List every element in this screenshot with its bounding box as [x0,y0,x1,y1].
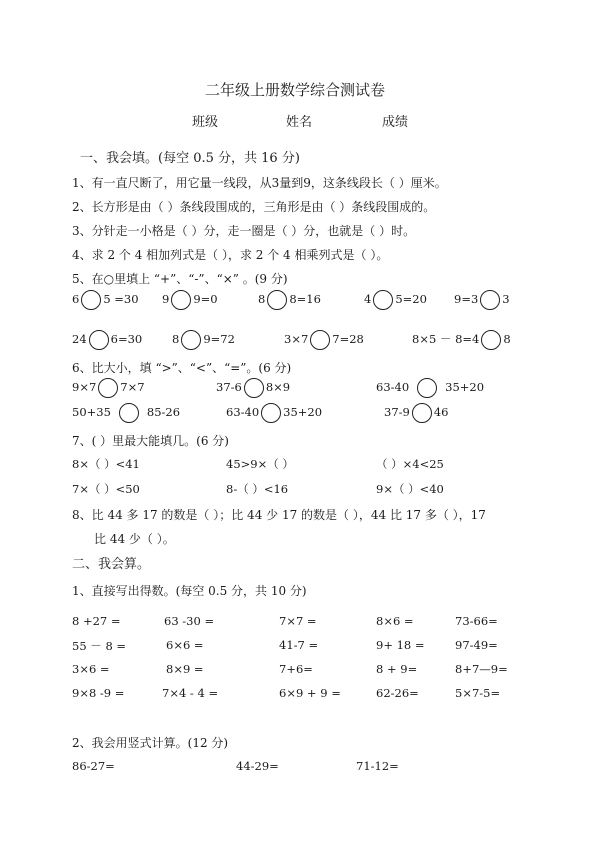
compare-circle[interactable] [244,378,264,398]
score-label: 成绩 [382,115,409,130]
question-line: 8、比 44 多 17 的数是（ ）；比 44 少 17 的数是（ ），44 比 17 多（ ），17 [72,508,486,522]
question-line: 2、长方形是由（ ）条线段围成的，三角形是由（ ）条线段围成的。 [72,200,436,214]
operator-item: 8 8=16 [258,290,321,310]
operator-circle[interactable] [89,330,109,350]
calc-item: 6×6 = [166,638,204,652]
compare-item: 37-6 8×9 [216,378,290,398]
calc-item: 5×7-5= [455,686,501,700]
question-line: 1、直接写出得数。(每空 0.5 分，共 10 分) [72,584,307,598]
calc-item: 41-7 = [279,638,319,652]
calc-item: 8 +27 = [72,614,121,628]
operator-item: 9=3 3 [454,290,510,310]
inequality-item: 7×（ ）<50 [72,482,140,496]
calc-item: 62-26= [376,686,419,700]
operator-circle[interactable] [181,330,201,350]
compare-circle[interactable] [119,403,139,423]
calc-item: 8×9 = [166,662,204,676]
compare-circle[interactable] [261,403,281,423]
vertical-calc-item: 86-27= [72,759,115,773]
compare-circle[interactable] [98,378,118,398]
operator-circle[interactable] [267,290,287,310]
calc-item: 9×8 -9 = [72,686,125,700]
compare-item: 50+35 85-26 [72,403,180,423]
question-line: 6、比大小，填 “>”、“<”、“=”。(6 分) [72,361,292,375]
vertical-calc-item: 71-12= [356,759,399,773]
operator-item: 6 5 =30 [72,290,139,310]
compare-circle[interactable] [417,378,437,398]
compare-circle[interactable] [412,403,432,423]
question-line: 比 44 少（ ）。 [94,532,175,546]
calc-item: 8×6 = [376,614,414,628]
question-line: 1、有一直尺断了，用它量一线段，从3量到9，这条线段长（ ）厘米。 [72,176,447,190]
calc-item: 55 － 8 = [72,639,127,653]
question-line: 7、( ）里最大能填几。(6 分) [72,434,229,448]
question-line: 4、求 2 个 4 相加列式是（ ），求 2 个 4 相乘列式是（ ）。 [72,248,389,262]
calc-item: 97-49= [455,638,498,652]
class-label: 班级 [192,115,219,130]
compare-item: 9×7 7×7 [72,378,145,398]
calc-item: 8+7—9= [455,662,508,676]
inequality-item: 8×（ ）<41 [72,457,140,471]
compare-item: 37-9 46 [384,403,448,423]
section-heading: 二、我会算。 [72,557,151,572]
operator-item: 24 6=30 [72,330,142,350]
calc-item: 7×7 = [279,614,317,628]
inequality-item: （ ）×4<25 [376,457,444,471]
operator-circle[interactable] [81,290,101,310]
calc-item: 73-66= [455,614,498,628]
calc-item: 8 + 9= [376,662,418,676]
page-title: 二年级上册数学综合测试卷 [205,81,386,99]
question-line: 5、在○里填上 “+”、“-”、“×” 。(9 分) [72,272,288,286]
operator-circle[interactable] [373,290,393,310]
calc-item: 7+6= [279,662,313,676]
operator-circle[interactable] [171,290,191,310]
operator-circle[interactable] [480,290,500,310]
calc-item: 6×9 + 9 = [279,686,341,700]
inequality-item: 8-（ ）<16 [226,482,289,496]
operator-circle[interactable] [481,330,501,350]
operator-item: 9 9=0 [162,290,218,310]
operator-circle[interactable] [310,330,330,350]
calc-item: 7×4 - 4 = [162,686,219,700]
inequality-item: 45>9×（ ） [226,457,294,471]
operator-item: 8 9=72 [172,330,235,350]
operator-item: 3×7 7=28 [284,330,364,350]
operator-item: 8×5 － 8=4 8 [412,330,511,350]
question-line: 3、分针走一小格是（ ）分，走一圈是（ ）分，也就是（ ）时。 [72,224,416,238]
compare-item: 63-40 35+20 [376,378,484,398]
operator-item: 4 5=20 [364,290,427,310]
vertical-calc-item: 44-29= [236,759,279,773]
section-heading: 一、我会填。(每空 0.5 分，共 16 分) [80,151,300,166]
question-line: 2、我会用竖式计算。(12 分) [72,736,229,750]
inequality-item: 9×（ ）<40 [376,482,444,496]
calc-item: 9+ 18 = [376,638,425,652]
name-label: 姓名 [286,115,313,130]
calc-item: 63 -30 = [164,614,215,628]
calc-item: 3×6 = [72,662,110,676]
compare-item: 63-40 35+20 [226,403,322,423]
